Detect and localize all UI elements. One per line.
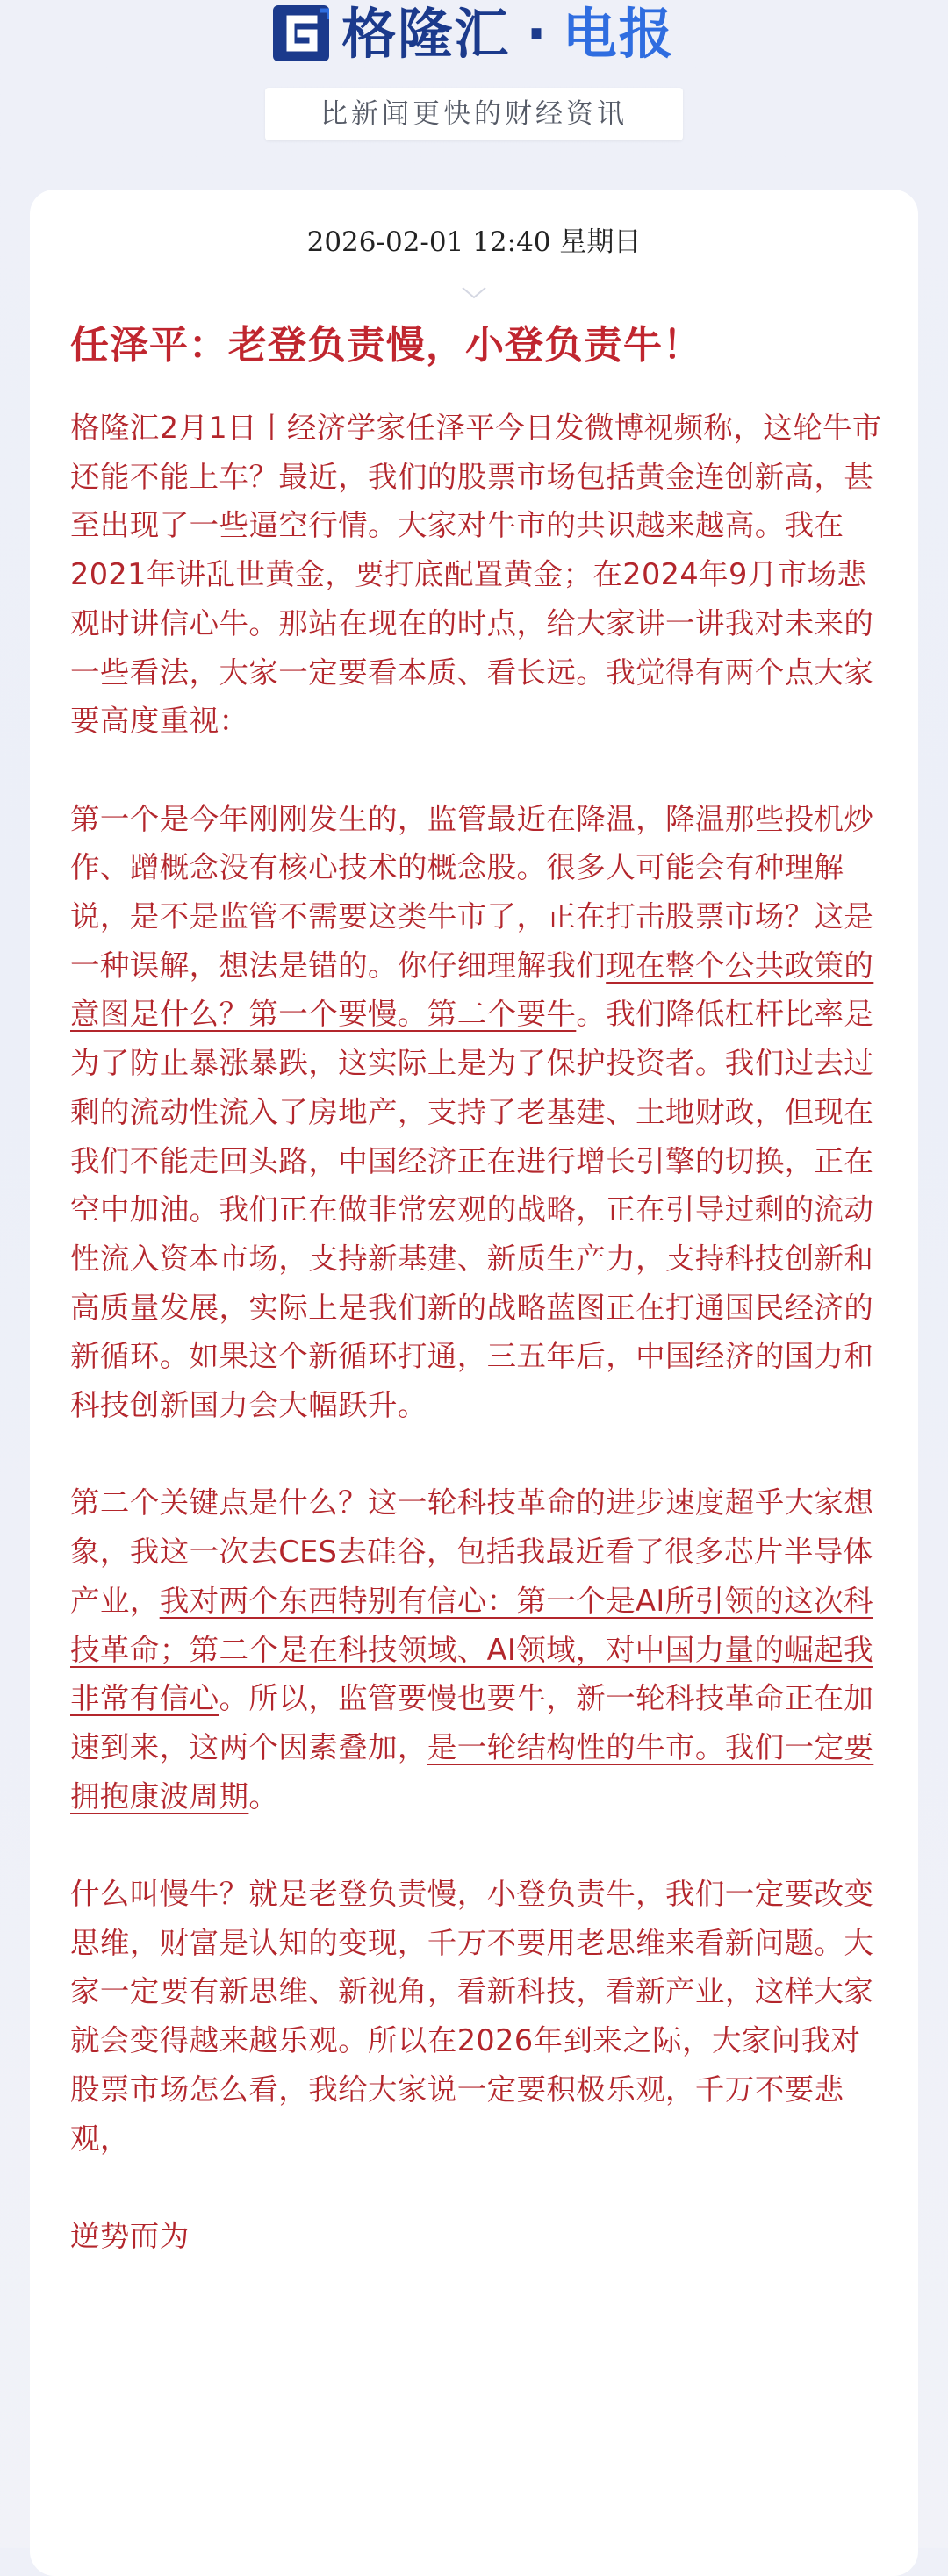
paragraph-2-underlined: 现在整个公共政策的意图是什么？第一个要慢。第二个要牛	[70, 948, 874, 1032]
logo	[0, 0, 948, 66]
article-body	[70, 404, 883, 2309]
datetime-divider	[30, 284, 918, 302]
paragraph-1: 格隆汇2月1日丨经济学家任泽平今日发微博视频称，这轮牛市还能不能上车？最近，我们的股票市场包括黄金连创新高，甚至出现了一些逼空行情。大家对牛市的共识越来越高。我在2021年讲乱世黄金，要打底配置黄金；在2024年9月市场悲观时讲信心牛。那站在现在的时点，给大家讲一讲我对未来的一些看法，大家一定要看本质、看长远。我觉得有两个点大家要高度重视：	[70, 411, 882, 739]
brand-name: 格隆汇	[341, 2, 511, 66]
paragraph-3-underlined-2: 是一轮结构性的牛市。我们一定要拥抱康波周期	[70, 1729, 874, 1814]
tagline: 比新闻更快的财经资讯	[265, 88, 683, 140]
product-name: 电报	[562, 2, 675, 66]
paragraph-2-text-a: 第一个是今年刚刚发生的，监管最近在降温，降温那些投机炒作、蹭概念没有核心技术的概念股。很多人可能会有种理解说，是不是监管不需要这类牛市了，正在打击股票市场？这是一种误解，想法是错的。你仔细理解我们	[70, 801, 874, 983]
article-title: 任泽平：老登负责慢，小登负责牛！	[70, 323, 702, 368]
brand-separator: ·	[526, 2, 547, 66]
paragraph-3	[70, 1478, 883, 1821]
paragraph-2-text-b: 。我们降低杠杆比率是为了防止暴涨暴跌，这实际上是为了保护投资者。我们过去过剩的流动性流入了房地产，支持了老基建、土地财政，但现在我们不能走回头路，中国经济正在进行增长引擎的切换，正在空中加油。我们正在做非常宏观的战略，正在引导过剩的流动性流入资本市场，支持新基建、新质生产力，支持科技创新和高质量发展，实际上是我们新的战略蓝图正在打通国民经济的新循环。如果这个新循环打通，三五年后，中国经济的国力和科技创新国力会大幅跃升。	[70, 997, 874, 1423]
paragraph-4: 什么叫慢牛？就是老登负责慢，小登负责牛，我们一定要改变思维，财富是认知的变现，千万不要用老思维来看新问题。大家一定要有新思维、新视角，看新科技，看新产业，这样大家就会变得越来越乐观。所以在2026年到来之际，大家问我对股票市场怎么看，我给大家说一定要积极乐观，千万不要悲观，	[70, 1877, 874, 2156]
paragraph-3-text-c: 。	[248, 1778, 279, 1814]
paragraph-3-text-b: 。所以，监管要慢也要牛，新一轮科技革命正在加速到来，这两个因素叠加，	[70, 1681, 874, 1764]
article-card	[30, 190, 918, 2576]
paragraph-3-text-a: 第二个关键点是什么？这一轮科技革命的进步速度超乎大家想象，我这一次去CES去硅谷，包括我最近看了很多芯片半导体产业，	[70, 1485, 874, 1618]
gelonghui-logo-icon	[273, 5, 329, 61]
header	[0, 0, 948, 175]
article-datetime: 2026-02-01 12:40 星期日	[306, 226, 642, 258]
paragraph-3-underlined-1: 我对两个东西特别有信心：第一个是AI所引领的这次科技革命；第二个是在科技领域、AI领域，对中国力量的崛起我非常有信心	[70, 1583, 873, 1716]
paragraph-5: 逆势而为	[70, 2218, 190, 2253]
paragraph-2	[70, 795, 883, 1430]
